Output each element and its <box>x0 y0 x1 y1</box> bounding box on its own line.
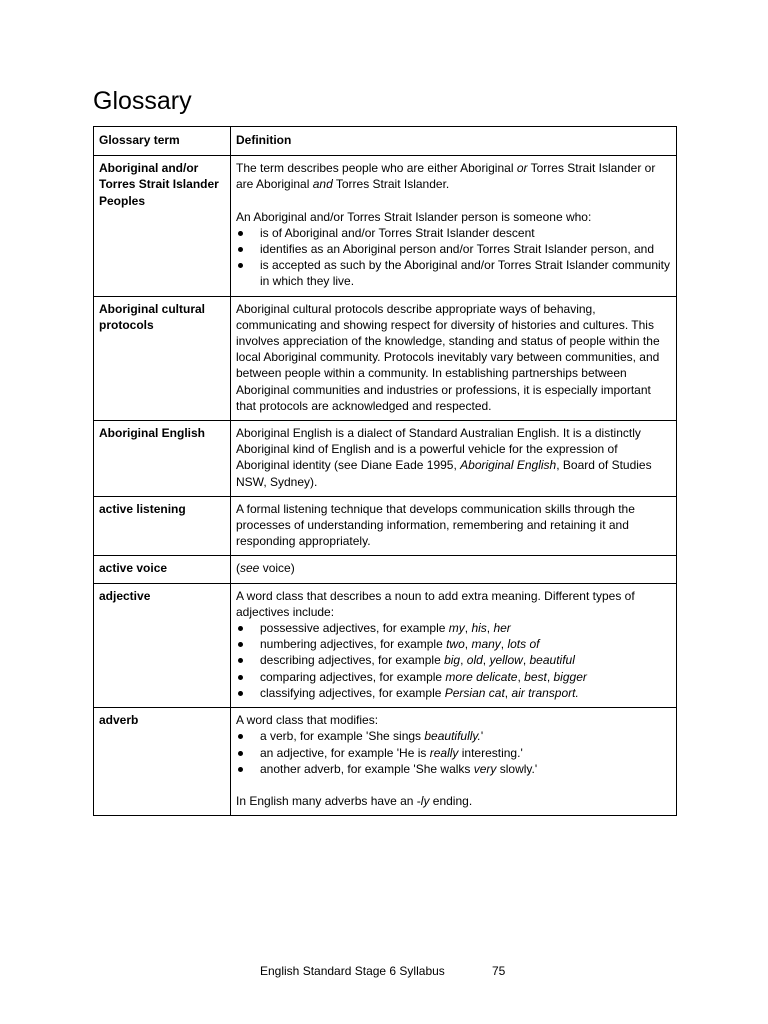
bullet-list <box>236 225 671 290</box>
table-row <box>94 496 677 556</box>
definition-paragraph <box>236 793 671 809</box>
header-glossary-term: Glossary term <box>94 127 231 156</box>
list-item <box>236 761 671 777</box>
definition-paragraph <box>236 588 671 620</box>
table-row <box>94 156 677 296</box>
paragraph-gap <box>236 777 671 793</box>
list-item <box>236 669 671 685</box>
italic-text: or <box>516 161 528 176</box>
list-item <box>236 241 671 257</box>
text-run: , <box>482 653 490 668</box>
italic-text: Aboriginal English <box>460 458 557 473</box>
italic-text: bigger <box>553 669 587 684</box>
text-run: voice) <box>259 561 295 576</box>
text-run: , <box>517 669 525 684</box>
table-row <box>94 708 677 816</box>
glossary-definition <box>231 296 677 420</box>
page-number: 75 <box>492 964 506 978</box>
text-run: another adverb, for example 'She walks <box>260 761 474 776</box>
definition-paragraph <box>236 560 671 576</box>
italic-text: really <box>429 745 459 760</box>
text-run: a verb, for example 'She sings <box>260 729 425 744</box>
text-run: ( <box>236 561 240 576</box>
text-run: In English many adverbs have an - <box>236 793 421 808</box>
definition-paragraph <box>236 301 671 414</box>
italic-text: beautiful <box>529 653 575 668</box>
italic-text: my <box>448 621 465 636</box>
text-run: , <box>504 685 512 700</box>
definition-paragraph <box>236 160 671 192</box>
text-run: Aboriginal English is a dialect of Standard Australian English. It is a distinctly Aboriginal kind of English and is a powerful vehicle for the expression of Aboriginal identity (see Diane Eade 1995, <box>236 426 641 473</box>
text-run: is accepted as such by the Aboriginal and/or Torres Strait Islander community in which they live. <box>260 258 670 289</box>
italic-text: big <box>444 653 461 668</box>
italic-text: best <box>524 669 547 684</box>
page-title: Glossary <box>93 87 192 115</box>
bullet-list <box>236 728 671 777</box>
italic-text: see <box>240 561 260 576</box>
text-run: A word class that describes a noun to add extra meaning. Different types of adjectives include: <box>236 588 635 619</box>
table-header-row <box>94 127 677 156</box>
text-run: , <box>486 621 494 636</box>
italic-text: her <box>493 621 511 636</box>
text-run: , <box>500 637 508 652</box>
text-run: , <box>464 637 472 652</box>
definition-paragraph <box>236 501 671 550</box>
text-run: describing adjectives, for example <box>260 653 445 668</box>
text-run: , Board of Studies NSW, Sydney). <box>236 458 652 489</box>
list-item <box>236 620 671 636</box>
text-run: Torres Strait Islander or are Aboriginal <box>236 161 656 192</box>
bullet-list <box>236 620 671 701</box>
text-run: possessive adjectives, for example <box>260 621 449 636</box>
text-run: Torres Strait Islander. <box>332 177 450 192</box>
glossary-term: active voice <box>94 556 231 583</box>
glossary-definition <box>231 421 677 497</box>
glossary-body <box>94 156 677 816</box>
list-item <box>236 685 671 701</box>
text-run: , <box>546 669 554 684</box>
text-run: Aboriginal cultural protocols describe appropriate ways of behaving, communicating and showing respect for diversity of histories and cultures. This involves appreciation of the knowledge, standing and status of people within the local Aboriginal community. Protocols inevitably vary between communities, and between people within a community. In establishing partnerships between Aboriginal communities and industries or professions, it is especially important that protocols are acknowledged and respected. <box>236 301 660 413</box>
header-definition: Definition <box>231 127 677 156</box>
text-run: , <box>464 621 472 636</box>
text-run: A word class that modifies: <box>236 713 379 728</box>
paragraph-gap <box>236 193 671 209</box>
list-item <box>236 636 671 652</box>
text-run: numbering adjectives, for example <box>260 637 447 652</box>
text-run: An Aboriginal and/or Torres Strait Islander person is someone who: <box>236 209 592 224</box>
glossary-definition <box>231 496 677 556</box>
definition-paragraph <box>236 209 671 225</box>
definition-paragraph <box>236 712 671 728</box>
glossary-table <box>93 126 677 816</box>
italic-text: his <box>471 621 487 636</box>
glossary-definition <box>231 156 677 296</box>
glossary-definition <box>231 583 677 707</box>
text-run: interesting.' <box>458 745 523 760</box>
italic-text: old <box>466 653 483 668</box>
text-run: identifies as an Aboriginal person and/or Torres Strait Islander person, and <box>260 242 655 257</box>
italic-text: beautifully. <box>424 729 481 744</box>
glossary-definition <box>231 708 677 816</box>
italic-text: Persian cat <box>444 685 505 700</box>
list-item <box>236 225 671 241</box>
text-run: classifying adjectives, for example <box>260 685 445 700</box>
footer-title: English Standard Stage 6 Syllabus <box>260 964 445 978</box>
italic-text: lots of <box>507 637 540 652</box>
glossary-term: active listening <box>94 496 231 556</box>
italic-text: two <box>446 637 465 652</box>
italic-text: very <box>473 761 497 776</box>
text-run: The term describes people who are either Aboriginal <box>236 161 517 176</box>
text-run: , <box>460 653 467 668</box>
glossary-definition <box>231 556 677 583</box>
italic-text: air transport. <box>511 685 579 700</box>
italic-text: and <box>312 177 333 192</box>
definition-paragraph <box>236 425 671 490</box>
list-item <box>236 257 671 289</box>
text-run: ending. <box>429 793 473 808</box>
glossary-term: Aboriginal English <box>94 421 231 497</box>
table-row <box>94 296 677 420</box>
glossary-term: Aboriginal and/or Torres Strait Islander Peoples <box>94 156 231 296</box>
glossary-term: adjective <box>94 583 231 707</box>
text-run: an adjective, for example 'He is <box>260 745 430 760</box>
text-run: A formal listening technique that develops communication skills through the processes of understanding information, remembering and retaining it and responding appropriately. <box>236 501 635 549</box>
table-row <box>94 421 677 497</box>
text-run: slowly.' <box>496 761 538 776</box>
italic-text: ly <box>420 793 430 808</box>
glossary-term: adverb <box>94 708 231 816</box>
glossary-term: Aboriginal cultural protocols <box>94 296 231 420</box>
text-run: ' <box>480 729 484 744</box>
italic-text: many <box>471 637 501 652</box>
text-run: is of Aboriginal and/or Torres Strait Islander descent <box>260 225 535 240</box>
list-item <box>236 745 671 761</box>
table-row <box>94 583 677 707</box>
table-row <box>94 556 677 583</box>
list-item <box>236 652 671 668</box>
italic-text: more delicate <box>445 669 518 684</box>
text-run: , <box>522 653 530 668</box>
list-item <box>236 728 671 744</box>
italic-text: yellow <box>489 653 523 668</box>
text-run: comparing adjectives, for example <box>260 669 446 684</box>
